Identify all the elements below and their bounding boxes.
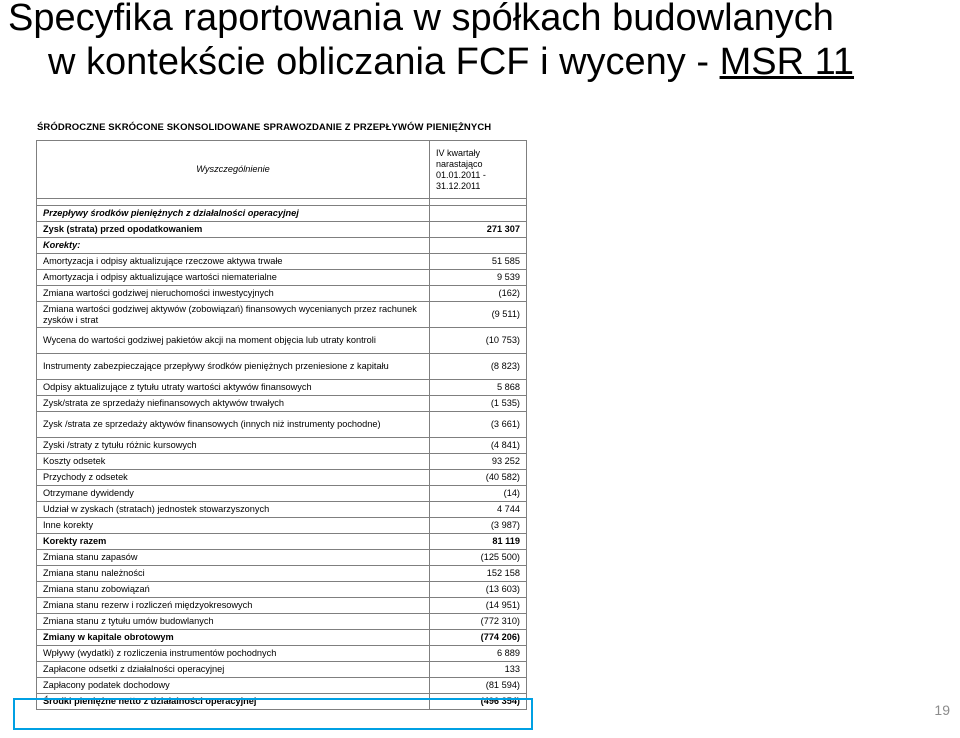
statement-heading: ŚRÓDROCZNE SKRÓCONE SKONSOLIDOWANE SPRAWOZDANIE Z PRZEPŁYWÓW PIENIĘŻNYCH [37, 122, 492, 133]
row-label: Wycena do wartości godziwej pakietów akcji na moment objęcia lub utraty kontroli [37, 328, 430, 354]
page-number: 19 [934, 702, 950, 718]
row-label: Zmiana wartości godziwej aktywów (zobowiązań) finansowych wycenianych przez rachunek zysków i strat [37, 302, 430, 328]
table-row [37, 678, 527, 694]
table-row [37, 470, 527, 486]
row-value: 51 585 [430, 254, 527, 270]
row-label: Zapłacone odsetki z działalności operacyjnej [37, 662, 430, 678]
row-label: Amortyzacja i odpisy aktualizujące wartości niematerialne [37, 270, 430, 286]
title-underlined-standard: MSR 11 [719, 41, 855, 83]
table-row [37, 254, 527, 270]
row-label: Przychody z odsetek [37, 470, 430, 486]
table-row [37, 486, 527, 502]
row-label: Zmiana stanu rezerw i rozliczeń międzyokresowych [37, 598, 430, 614]
row-value: (13 603) [430, 582, 527, 598]
row-value: (9 511) [430, 302, 527, 328]
cash-flow-table [36, 140, 527, 710]
row-value: (3 987) [430, 518, 527, 534]
row-value: 4 744 [430, 502, 527, 518]
row-value: 9 539 [430, 270, 527, 286]
row-value: (772 310) [430, 614, 527, 630]
column-header-description: Wyszczególnienie [37, 141, 430, 199]
row-label: Środki pieniężne netto z działalności operacyjnej [37, 694, 430, 710]
highlight-box [13, 698, 533, 730]
table-row [37, 646, 527, 662]
row-value: (3 661) [430, 412, 527, 438]
row-value: (8 823) [430, 354, 527, 380]
table-row [37, 550, 527, 566]
row-value: (125 500) [430, 550, 527, 566]
table-row [37, 302, 527, 328]
row-label: Zysk/strata ze sprzedaży niefinansowych aktywów trwałych [37, 396, 430, 412]
title-line-2-text: w kontekście obliczania FCF i wyceny - [48, 41, 720, 83]
table-header-row [37, 141, 527, 199]
row-label: Zysk (strata) przed opodatkowaniem [37, 222, 430, 238]
row-value: (1 535) [430, 396, 527, 412]
row-value: 93 252 [430, 454, 527, 470]
row-value: 5 868 [430, 380, 527, 396]
row-value: (162) [430, 286, 527, 302]
row-label: Koszty odsetek [37, 454, 430, 470]
period-line: IV kwartały [436, 147, 481, 158]
table-row [37, 396, 527, 412]
table-row [37, 582, 527, 598]
table-row [37, 662, 527, 678]
row-label: Udział w zyskach (stratach) jednostek stowarzyszonych [37, 502, 430, 518]
table-row [37, 454, 527, 470]
row-label: Zmiany w kapitale obrotowym [37, 630, 430, 646]
row-label: Zyski /straty z tytułu różnic kursowych [37, 438, 430, 454]
row-value: 152 158 [430, 566, 527, 582]
table-row [37, 380, 527, 396]
table-row [37, 328, 527, 354]
table-row [37, 412, 527, 438]
row-label: Zmiana stanu z tytułu umów budowlanych [37, 614, 430, 630]
row-value: (14) [430, 486, 527, 502]
table-row [37, 270, 527, 286]
row-value: 81 119 [430, 534, 527, 550]
table-row [37, 518, 527, 534]
row-value: 271 307 [430, 222, 527, 238]
row-label: Zmiana stanu należności [37, 566, 430, 582]
row-label: Korekty razem [37, 534, 430, 550]
row-value [430, 238, 527, 254]
row-value: (40 582) [430, 470, 527, 486]
row-label: Instrumenty zabezpieczające przepływy środków pieniężnych przeniesione z kapitału [37, 354, 430, 380]
table-row [37, 286, 527, 302]
row-label: Zysk /strata ze sprzedaży aktywów finansowych (innych niż instrumenty pochodne) [37, 412, 430, 438]
table-spacer-row [37, 199, 527, 206]
table-row [37, 598, 527, 614]
column-header-period [430, 141, 527, 199]
row-label: Otrzymane dywidendy [37, 486, 430, 502]
table-row [37, 222, 527, 238]
table-row [37, 206, 527, 222]
row-value: 6 889 [430, 646, 527, 662]
row-value: (14 951) [430, 598, 527, 614]
row-value [430, 206, 527, 222]
table-row [37, 614, 527, 630]
table-row [37, 438, 527, 454]
title-line-2 [8, 40, 958, 84]
period-line: 31.12.2011 [436, 180, 481, 191]
title-line-1: Specyfika raportowania w spółkach budowlanych [8, 0, 834, 39]
row-value: 133 [430, 662, 527, 678]
row-label: Zapłacony podatek dochodowy [37, 678, 430, 694]
row-value: (774 206) [430, 630, 527, 646]
table-row [37, 502, 527, 518]
table-row [37, 534, 527, 550]
row-label: Inne korekty [37, 518, 430, 534]
table-row [37, 630, 527, 646]
row-value: (81 594) [430, 678, 527, 694]
row-label: Amortyzacja i odpisy aktualizujące rzeczowe aktywa trwałe [37, 254, 430, 270]
row-value: (4 841) [430, 438, 527, 454]
row-label: Wpływy (wydatki) z rozliczenia instrumentów pochodnych [37, 646, 430, 662]
row-label: Zmiana stanu zapasów [37, 550, 430, 566]
table-row [37, 354, 527, 380]
row-label: Odpisy aktualizujące z tytułu utraty wartości aktywów finansowych [37, 380, 430, 396]
row-label: Zmiana wartości godziwej nieruchomości inwestycyjnych [37, 286, 430, 302]
cash-flow-statement-scan [36, 120, 528, 732]
period-line: narastająco [436, 158, 483, 169]
row-value: (496 354) [430, 694, 527, 710]
period-line: 01.01.2011 - [436, 169, 486, 180]
slide-title [8, 0, 958, 84]
row-value: (10 753) [430, 328, 527, 354]
table-row [37, 238, 527, 254]
row-label: Przepływy środków pieniężnych z działalności operacyjnej [37, 206, 430, 222]
table-row [37, 566, 527, 582]
row-label: Zmiana stanu zobowiązań [37, 582, 430, 598]
row-label: Korekty: [37, 238, 430, 254]
